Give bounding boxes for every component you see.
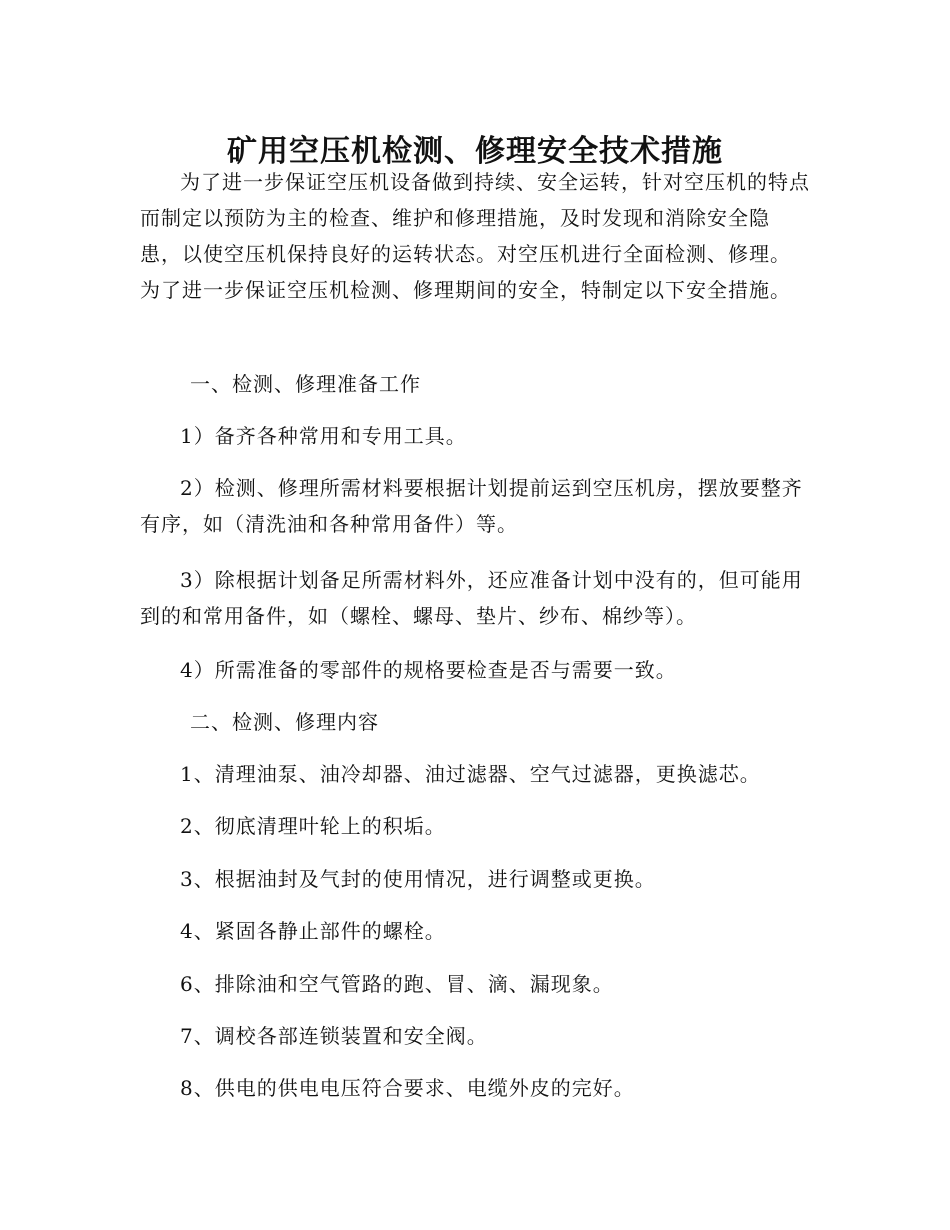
section-2-item-6: 6、排除油和空气管路的跑、冒、滴、漏现象。 <box>180 972 614 996</box>
section-2-item-3: 3、根据油封及气封的使用情况，进行调整或更换。 <box>180 867 656 891</box>
section-1-item-3: 3）除根据计划备足所需材料外，还应准备计划中没有的，但可能用到的和常用备件，如（螺栓、螺母、垫片、纱布、棉纱等）。 <box>140 568 803 628</box>
section-1-item-1: 1）备齐各种常用和专用工具。 <box>180 424 467 448</box>
section-2-item-7: 7、调校各部连锁装置和安全阀。 <box>180 1024 488 1048</box>
section-1-item-4: 4）所需准备的零部件的规格要检查是否与需要一致。 <box>180 658 677 682</box>
section-1-heading: 一、检测、修理准备工作 <box>190 372 421 396</box>
intro-paragraph: 为了进一步保证空压机设备做到持续、安全运转，针对空压机的特点而制定以预防为主的检查、维护和修理措施，及时发现和消除安全隐患，以使空压机保持良好的运转状态。对空压机进行全面检测、修理。为了进一步保证空压机检测、修理期间的安全，特制定以下安全措施。 <box>140 170 810 302</box>
section-2-item-4: 4、紧固各静止部件的螺栓。 <box>180 919 446 943</box>
section-1-item-2: 2）检测、修理所需材料要根据计划提前运到空压机房，摆放要整齐有序，如（清洗油和各种常用备件）等。 <box>140 476 803 536</box>
section-2-item-2: 2、彻底清理叶轮上的积垢。 <box>180 814 446 838</box>
section-2-item-1: 1、清理油泵、油冷却器、油过滤器、空气过滤器，更换滤芯。 <box>180 762 761 786</box>
section-2-heading: 二、检测、修理内容 <box>190 710 379 734</box>
section-2-item-8: 8、供电的供电电压符合要求、电缆外皮的完好。 <box>180 1076 635 1100</box>
document-title: 矿用空压机检测、修理安全技术措施 <box>227 134 723 170</box>
